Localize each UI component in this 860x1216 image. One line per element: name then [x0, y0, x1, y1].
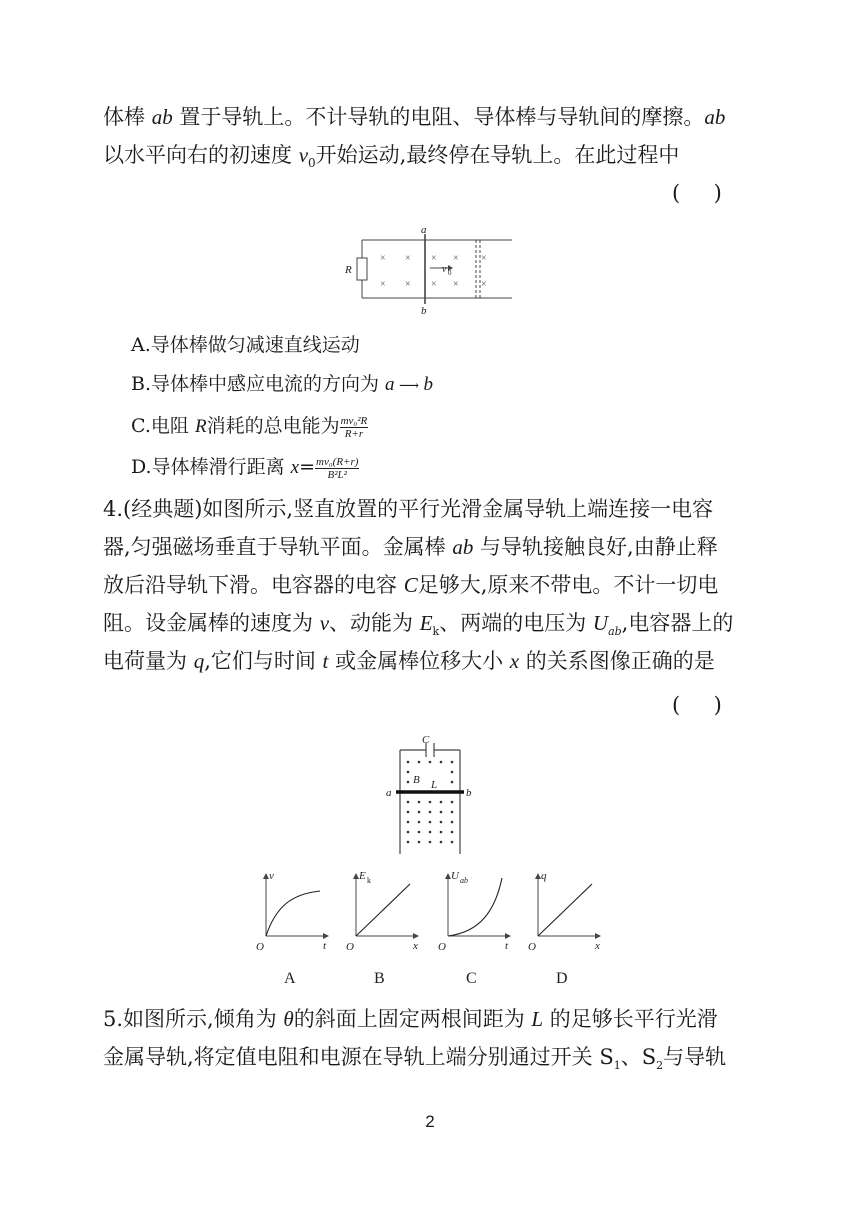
graph-a-curve — [266, 891, 320, 936]
q3-fig-label-b: b — [421, 305, 427, 317]
q3-fig-label-a: a — [421, 224, 427, 236]
field-dot — [440, 831, 443, 834]
graph-b-y-sub: k — [367, 876, 371, 885]
field-dot — [451, 771, 454, 774]
graph-a-y-label: v — [269, 870, 274, 882]
q4-fig-label-a: a — [386, 787, 392, 799]
q4-text-line-4: 阻。设金属棒的速度为 v、动能为 $E_k$、两端的电压为 $U_{ab}$,电容器上的 — [103, 611, 734, 639]
q4-fig-label-b: b — [466, 787, 472, 799]
graph-b-y-label: E — [359, 870, 366, 882]
field-dot — [440, 761, 443, 764]
field-dot — [407, 771, 410, 774]
q4-text-line-3: 放后沿导轨下滑。电容器的电容 C足够大,原来不带电。不计一切电 — [103, 573, 719, 597]
graph-d-origin: O — [528, 941, 536, 953]
q3-text-line-2: 以水平向右的初速度 $v_0$开始运动,最终停在导轨上。在此过程中 — [103, 143, 680, 171]
graph-b-line — [356, 884, 410, 936]
graph-a-letter: A — [284, 970, 296, 987]
field-dot — [418, 761, 421, 764]
graph-d-x-label: x — [595, 940, 600, 952]
q3-circuit-figure — [340, 222, 520, 318]
q3-option-d-fraction: $\frac{\text{mv₀(R+r)}}{\text{B²L²}}$ — [316, 455, 359, 481]
field-dot — [440, 821, 443, 824]
field-dot — [407, 811, 410, 814]
q3-option-d: D.导体棒滑行距离 x= $\frac{\text{mv₀(R+r)}}{\text{B²L²}}$ — [131, 455, 359, 481]
q5-text-line-1: 5.如图所示,倾角为 θ的斜面上固定两根间距为 L 的足够长平行光滑 — [103, 1007, 718, 1031]
q4-answer-bracket: ( ) — [672, 693, 722, 717]
q3-text-line-1: 体棒 ab 置于导轨上。不计导轨的电阻、导体棒与导轨间的摩擦。ab — [103, 105, 726, 129]
field-dot — [451, 761, 454, 764]
field-dot — [451, 811, 454, 814]
field-dot — [418, 801, 421, 804]
field-dot — [407, 781, 410, 784]
q3-answer-bracket: ( ) — [672, 181, 722, 205]
field-dot — [429, 841, 432, 844]
field-dot — [407, 831, 410, 834]
field-dot — [440, 841, 443, 844]
field-dot — [451, 781, 454, 784]
svg-text:×: × — [481, 253, 487, 264]
q3-option-c-fraction: $\frac{\text{mv₀²R}}{R+r}$ — [340, 414, 368, 440]
graph-d-letter: D — [556, 970, 568, 987]
field-dot — [407, 801, 410, 804]
q3-fig-label-R: R — [345, 264, 352, 276]
q5-text-line-2: 金属导轨,将定值电阻和电源在导轨上端分别通过开关 $S_1$、$S_2$与导轨 — [103, 1045, 727, 1073]
q3-option-a: A.导体棒做匀减速直线运动 — [131, 334, 360, 356]
field-dot — [407, 841, 410, 844]
graph-c-origin: O — [438, 941, 446, 953]
q4-fig-label-B: B — [413, 774, 420, 786]
field-dot — [440, 801, 443, 804]
svg-text:×: × — [405, 279, 411, 290]
field-dot — [451, 841, 454, 844]
field-dot — [418, 811, 421, 814]
field-dot — [407, 761, 410, 764]
q4-text-line-1: 4.(经典题)如图所示,竖直放置的平行光滑金属导轨上端连接一电容 — [103, 497, 714, 521]
field-dot — [451, 831, 454, 834]
svg-text:×: × — [453, 253, 459, 264]
graph-a-x-label: t — [323, 940, 327, 952]
field-dot — [451, 801, 454, 804]
graph-d-line — [538, 884, 592, 936]
svg-text:×: × — [405, 253, 411, 264]
q3-fig-label-v: v — [442, 264, 447, 275]
page-number: 2 — [425, 1112, 435, 1131]
field-dot — [429, 761, 432, 764]
graph-c-letter: C — [466, 970, 477, 987]
field-dot — [407, 821, 410, 824]
graph-b-x-label: x — [413, 940, 418, 952]
graph-b-letter: B — [374, 970, 385, 987]
q4-graphs — [250, 866, 610, 994]
field-dot — [418, 841, 421, 844]
field-dot — [429, 811, 432, 814]
field-dot — [451, 821, 454, 824]
q3-fig-label-v-sub: 0 — [448, 269, 452, 277]
svg-text:×: × — [431, 279, 437, 290]
q3-option-c: C.电阻 R消耗的总电能为 $\frac{\text{mv₀²R}}{R+r}$ — [131, 414, 368, 440]
graph-b-origin: O — [346, 941, 354, 953]
q4-fig-label-L: L — [431, 779, 438, 791]
svg-text:×: × — [481, 279, 487, 290]
graph-c-y-label: U — [451, 870, 459, 882]
svg-text:×: × — [380, 253, 386, 264]
graph-a-origin: O — [256, 941, 264, 953]
field-dot — [429, 831, 432, 834]
field-dot — [418, 821, 421, 824]
field-dot — [440, 811, 443, 814]
graph-d-y-label: q — [541, 870, 547, 882]
graph-c-y-sub: ab — [460, 876, 468, 885]
svg-text:×: × — [380, 279, 386, 290]
field-dot — [429, 821, 432, 824]
svg-text:×: × — [453, 279, 459, 290]
svg-text:×: × — [431, 253, 437, 264]
q4-text-line-5: 电荷量为 q,它们与时间 t 或金属棒位移大小 x 的关系图像正确的是 — [103, 649, 715, 673]
field-dot — [418, 831, 421, 834]
q4-rail-figure — [382, 734, 482, 858]
q4-fig-label-C: C — [422, 734, 430, 746]
graph-c-x-label: t — [505, 940, 509, 952]
q3-option-b: B.导体棒中感应电流的方向为 a ⟶ b — [131, 373, 434, 395]
q4-text-line-2: 器,匀强磁场垂直于导轨平面。金属棒 ab 与导轨接触良好,由静止释 — [103, 535, 718, 559]
graph-c-curve — [448, 878, 502, 936]
field-dot — [429, 801, 432, 804]
